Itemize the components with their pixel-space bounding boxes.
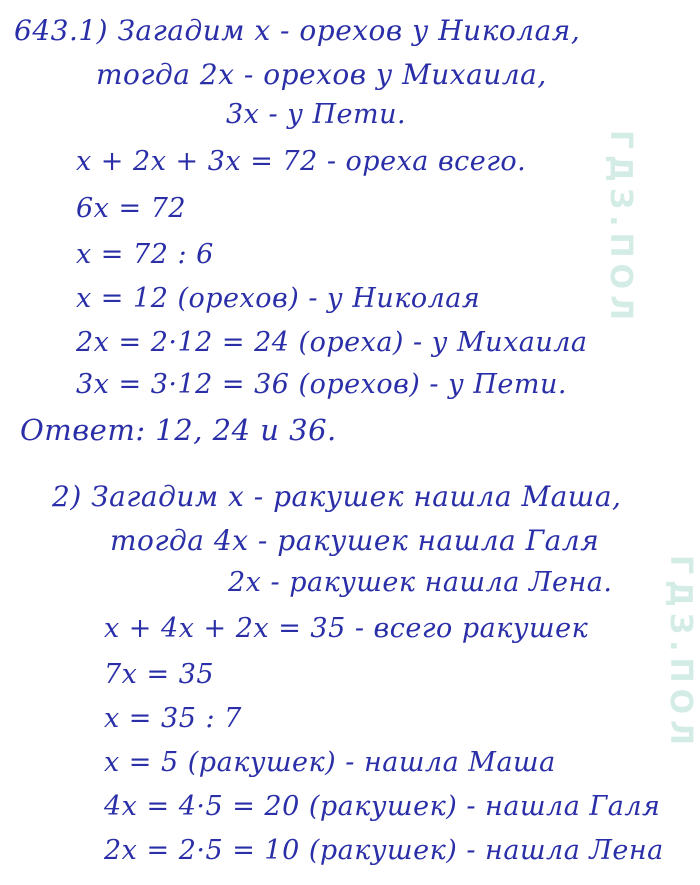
text-line: тогда 2x - орехов у Михаила, bbox=[96, 58, 547, 91]
equation-line: 2x = 2·5 = 10 (ракушек) - нашла Лена bbox=[104, 835, 664, 866]
equation-line: 7x = 35 bbox=[104, 659, 215, 690]
equation-line: x = 12 (орехов) - у Николая bbox=[76, 283, 481, 314]
equation-line: x = 72 : 6 bbox=[76, 239, 214, 270]
equation-line: 3x = 3·12 = 36 (орехов) - у Пети. bbox=[76, 369, 567, 400]
watermark: ГДЗ.ПОЛ bbox=[603, 130, 638, 327]
text-line: 2x - ракушек нашла Лена. bbox=[228, 567, 613, 598]
text-line: 3x - у Пети. bbox=[226, 99, 407, 130]
equation-line: x + 4x + 2x = 35 - всего ракушек bbox=[104, 613, 589, 644]
equation-line: x = 35 : 7 bbox=[104, 703, 242, 734]
equation-line: 2x = 2·12 = 24 (ореха) - у Михаила bbox=[76, 327, 588, 358]
equation-line: x + 2x + 3x = 72 - ореха всего. bbox=[76, 146, 527, 177]
equation-line: x = 5 (ракушек) - нашла Маша bbox=[104, 747, 556, 778]
equation-line: 6x = 72 bbox=[76, 193, 187, 224]
equation-line: 4x = 4·5 = 20 (ракушек) - нашла Галя bbox=[104, 791, 661, 822]
text-line: 2) Загадим x - ракушек нашла Маша, bbox=[52, 480, 622, 513]
text-line: 643.1) Загадим x - орехов у Николая, bbox=[14, 14, 581, 47]
watermark: ГДЗ.ПОЛ bbox=[663, 555, 698, 752]
answer-line: Ответ: 12, 24 и 36. bbox=[20, 413, 337, 447]
text-line: тогда 4x - ракушек нашла Галя bbox=[110, 524, 600, 557]
